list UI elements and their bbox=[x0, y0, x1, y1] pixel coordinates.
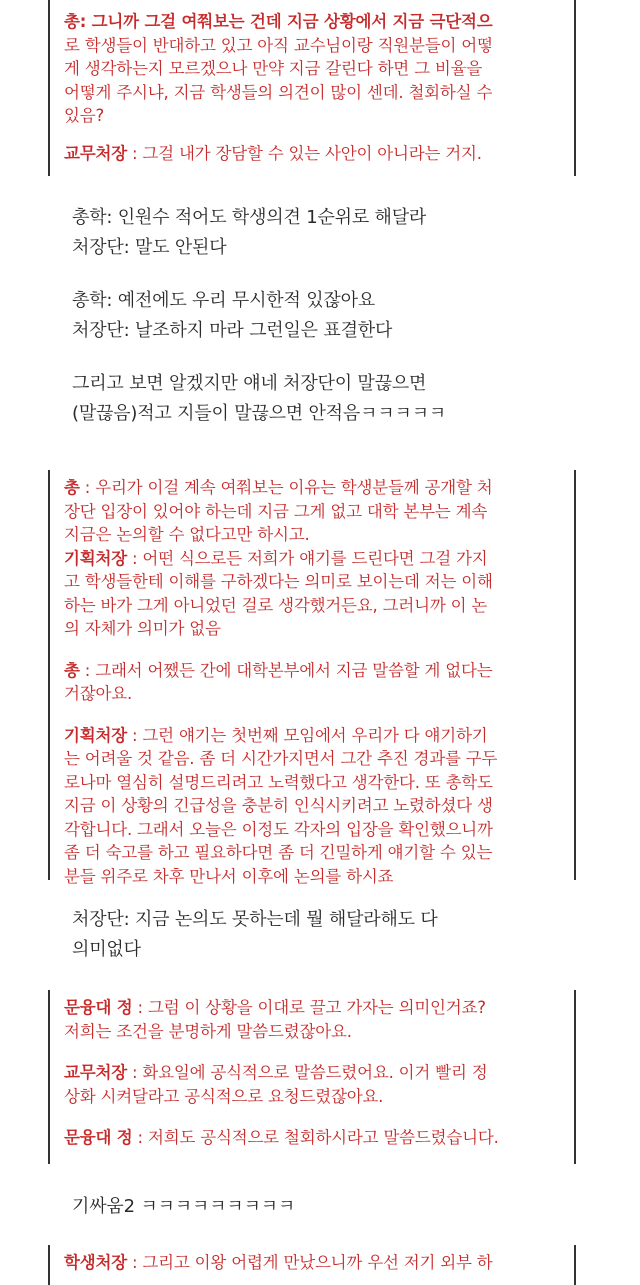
transcript-block-2 bbox=[48, 470, 576, 886]
transcript-line: 의 자체가 의미가 없음 bbox=[64, 619, 221, 638]
speech-text: : 어떤 식으로든 저희가 얘기를 드린다면 그걸 가지 bbox=[126, 548, 488, 568]
narration-line: (말끊음)적고 지들이 말끊으면 안적음ㅋㅋㅋㅋㅋ bbox=[72, 403, 446, 424]
transcript-line: 저희는 조건을 분명하게 말씀드렸잖아요. bbox=[64, 1021, 352, 1041]
transcript-line bbox=[64, 1061, 574, 1085]
transcript-line: 지금은 논의할 수 없다고만 하시고. bbox=[64, 525, 310, 544]
narration-line: 총학: 예전에도 우리 무시한적 있잖아요 bbox=[72, 290, 375, 311]
narration-line: 총학: 인원수 적어도 학생의견 1순위로 해달라 bbox=[72, 207, 427, 228]
narration-line: 처장단: 지금 논의도 못하는데 뭘 해달라해도 다 bbox=[72, 909, 438, 930]
transcript-block-1 bbox=[48, 0, 576, 176]
speaker-name: 총 bbox=[64, 660, 80, 680]
narration-3 bbox=[72, 1192, 295, 1222]
speaker-name: 총 bbox=[64, 478, 80, 497]
narration-line: 의미없다 bbox=[72, 939, 141, 960]
speaker-name: 기획처장 bbox=[64, 725, 127, 745]
speaker-name: 기획처장 bbox=[64, 548, 127, 568]
transcript-line: 각합니다. 그래서 오늘은 이정도 각자의 입장을 확인했으니까 bbox=[64, 819, 493, 839]
transcript-line: 는 어려울 것 같음. 좀 더 시간가지면서 그간 추진 경과를 구두 bbox=[64, 749, 498, 768]
transcript-line: 어떻게 주시냐, 지금 학생들의 의견이 많이 센데. 철회하실 수 bbox=[64, 82, 493, 102]
transcript-line bbox=[64, 724, 574, 748]
speaker-name: 교무처장 bbox=[64, 143, 127, 163]
transcript-line bbox=[64, 547, 574, 571]
speech-text: : 그걸 내가 장담할 수 있는 사안이 아니라는 거지. bbox=[126, 143, 482, 163]
transcript-line bbox=[64, 476, 574, 500]
transcript-line: 좀 더 숙고를 하고 필요하다면 좀 더 긴밀하게 얘기할 수 있는 bbox=[64, 843, 493, 862]
speech-text: : 우리가 이걸 계속 여쭤보는 이유는 학생분들께 공개할 처 bbox=[79, 478, 493, 497]
speech-text: : 그리고 이왕 어렵게 만났으니까 우선 저기 외부 하 bbox=[126, 1253, 493, 1272]
transcript-line bbox=[64, 1251, 574, 1275]
transcript-line: 분들 위주로 차후 만나서 이후에 논의를 하시죠 bbox=[64, 866, 394, 886]
transcript-line bbox=[64, 996, 574, 1020]
transcript-line: 게 생각하는지 모르겠으나 만약 지금 갈린다 하면 그 비율을 bbox=[64, 59, 483, 78]
speech-text: : 그럼 이 상황을 이대로 끌고 가자는 의미인거죠? bbox=[132, 998, 486, 1017]
transcript-line: 로 학생들이 반대하고 있고 아직 교수님이랑 직원분들이 어떻 bbox=[64, 35, 493, 55]
transcript-line bbox=[64, 142, 574, 166]
narration-line: 처장단: 날조하지 마라 그런일은 표결한다 bbox=[72, 320, 393, 341]
narration-line: 기싸움2 ㅋㅋㅋㅋㅋㅋㅋㅋㅋ bbox=[72, 1196, 296, 1217]
speaker-name: 학생처장 bbox=[64, 1253, 127, 1272]
transcript-line: 로나마 열심히 설명드리려고 노력했다고 생각한다. 또 총학도 bbox=[64, 772, 493, 792]
transcript-line bbox=[64, 1126, 574, 1150]
narration-line: 처장단: 말도 안된다 bbox=[72, 237, 227, 258]
transcript-block-3 bbox=[48, 990, 576, 1164]
transcript-line: 고 학생들한테 이해를 구하겠다는 의미로 보이는데 저는 이해 bbox=[64, 572, 493, 591]
transcript-line: 하는 바가 그게 아니었던 걸로 생각했거든요, 그러니까 이 논 bbox=[64, 595, 488, 615]
transcript-line: 장단 입장이 있어야 하는데 지금 그게 없고 대학 본부는 계속 bbox=[64, 501, 488, 521]
narration-line: 그리고 보면 알겠지만 얘네 처장단이 말끊으면 bbox=[72, 373, 427, 394]
speech-text: : 저희도 공식적으로 철회하시라고 말씀드렸습니다. bbox=[132, 1128, 499, 1147]
speech-text: : 그래서 어쨌든 간에 대학본부에서 지금 말씀할 게 없다는 bbox=[79, 660, 493, 680]
transcript-line: 지금 이 상황의 긴급성을 충분히 인식시키려고 노렸하셨다 생 bbox=[64, 796, 493, 815]
transcript-line: 총: 그니까 그걸 여쭤보는 건데 지금 상황에서 지금 극단적으 bbox=[64, 12, 493, 31]
transcript-block-4 bbox=[48, 1245, 576, 1285]
transcript-line bbox=[64, 659, 574, 683]
speech-text: : 그런 얘기는 첫번째 모임에서 우리가 다 얘기하기 bbox=[126, 725, 488, 745]
speech-text: : 화요일에 공식적으로 말씀드렸어요. 이거 빨리 정 bbox=[126, 1063, 488, 1082]
transcript-line: 상화 시켜달라고 공식적으로 요청드렸잖아요. bbox=[64, 1086, 384, 1106]
transcript-line: 있음? bbox=[64, 106, 105, 125]
speaker-name: 문융대 정 bbox=[64, 1128, 133, 1147]
transcript-line: 거잖아요. bbox=[64, 684, 133, 703]
narration-1 bbox=[72, 203, 446, 429]
narration-2 bbox=[72, 905, 438, 965]
speaker-name: 문융대 정 bbox=[64, 998, 133, 1017]
speaker-name: 교무처장 bbox=[64, 1063, 127, 1082]
